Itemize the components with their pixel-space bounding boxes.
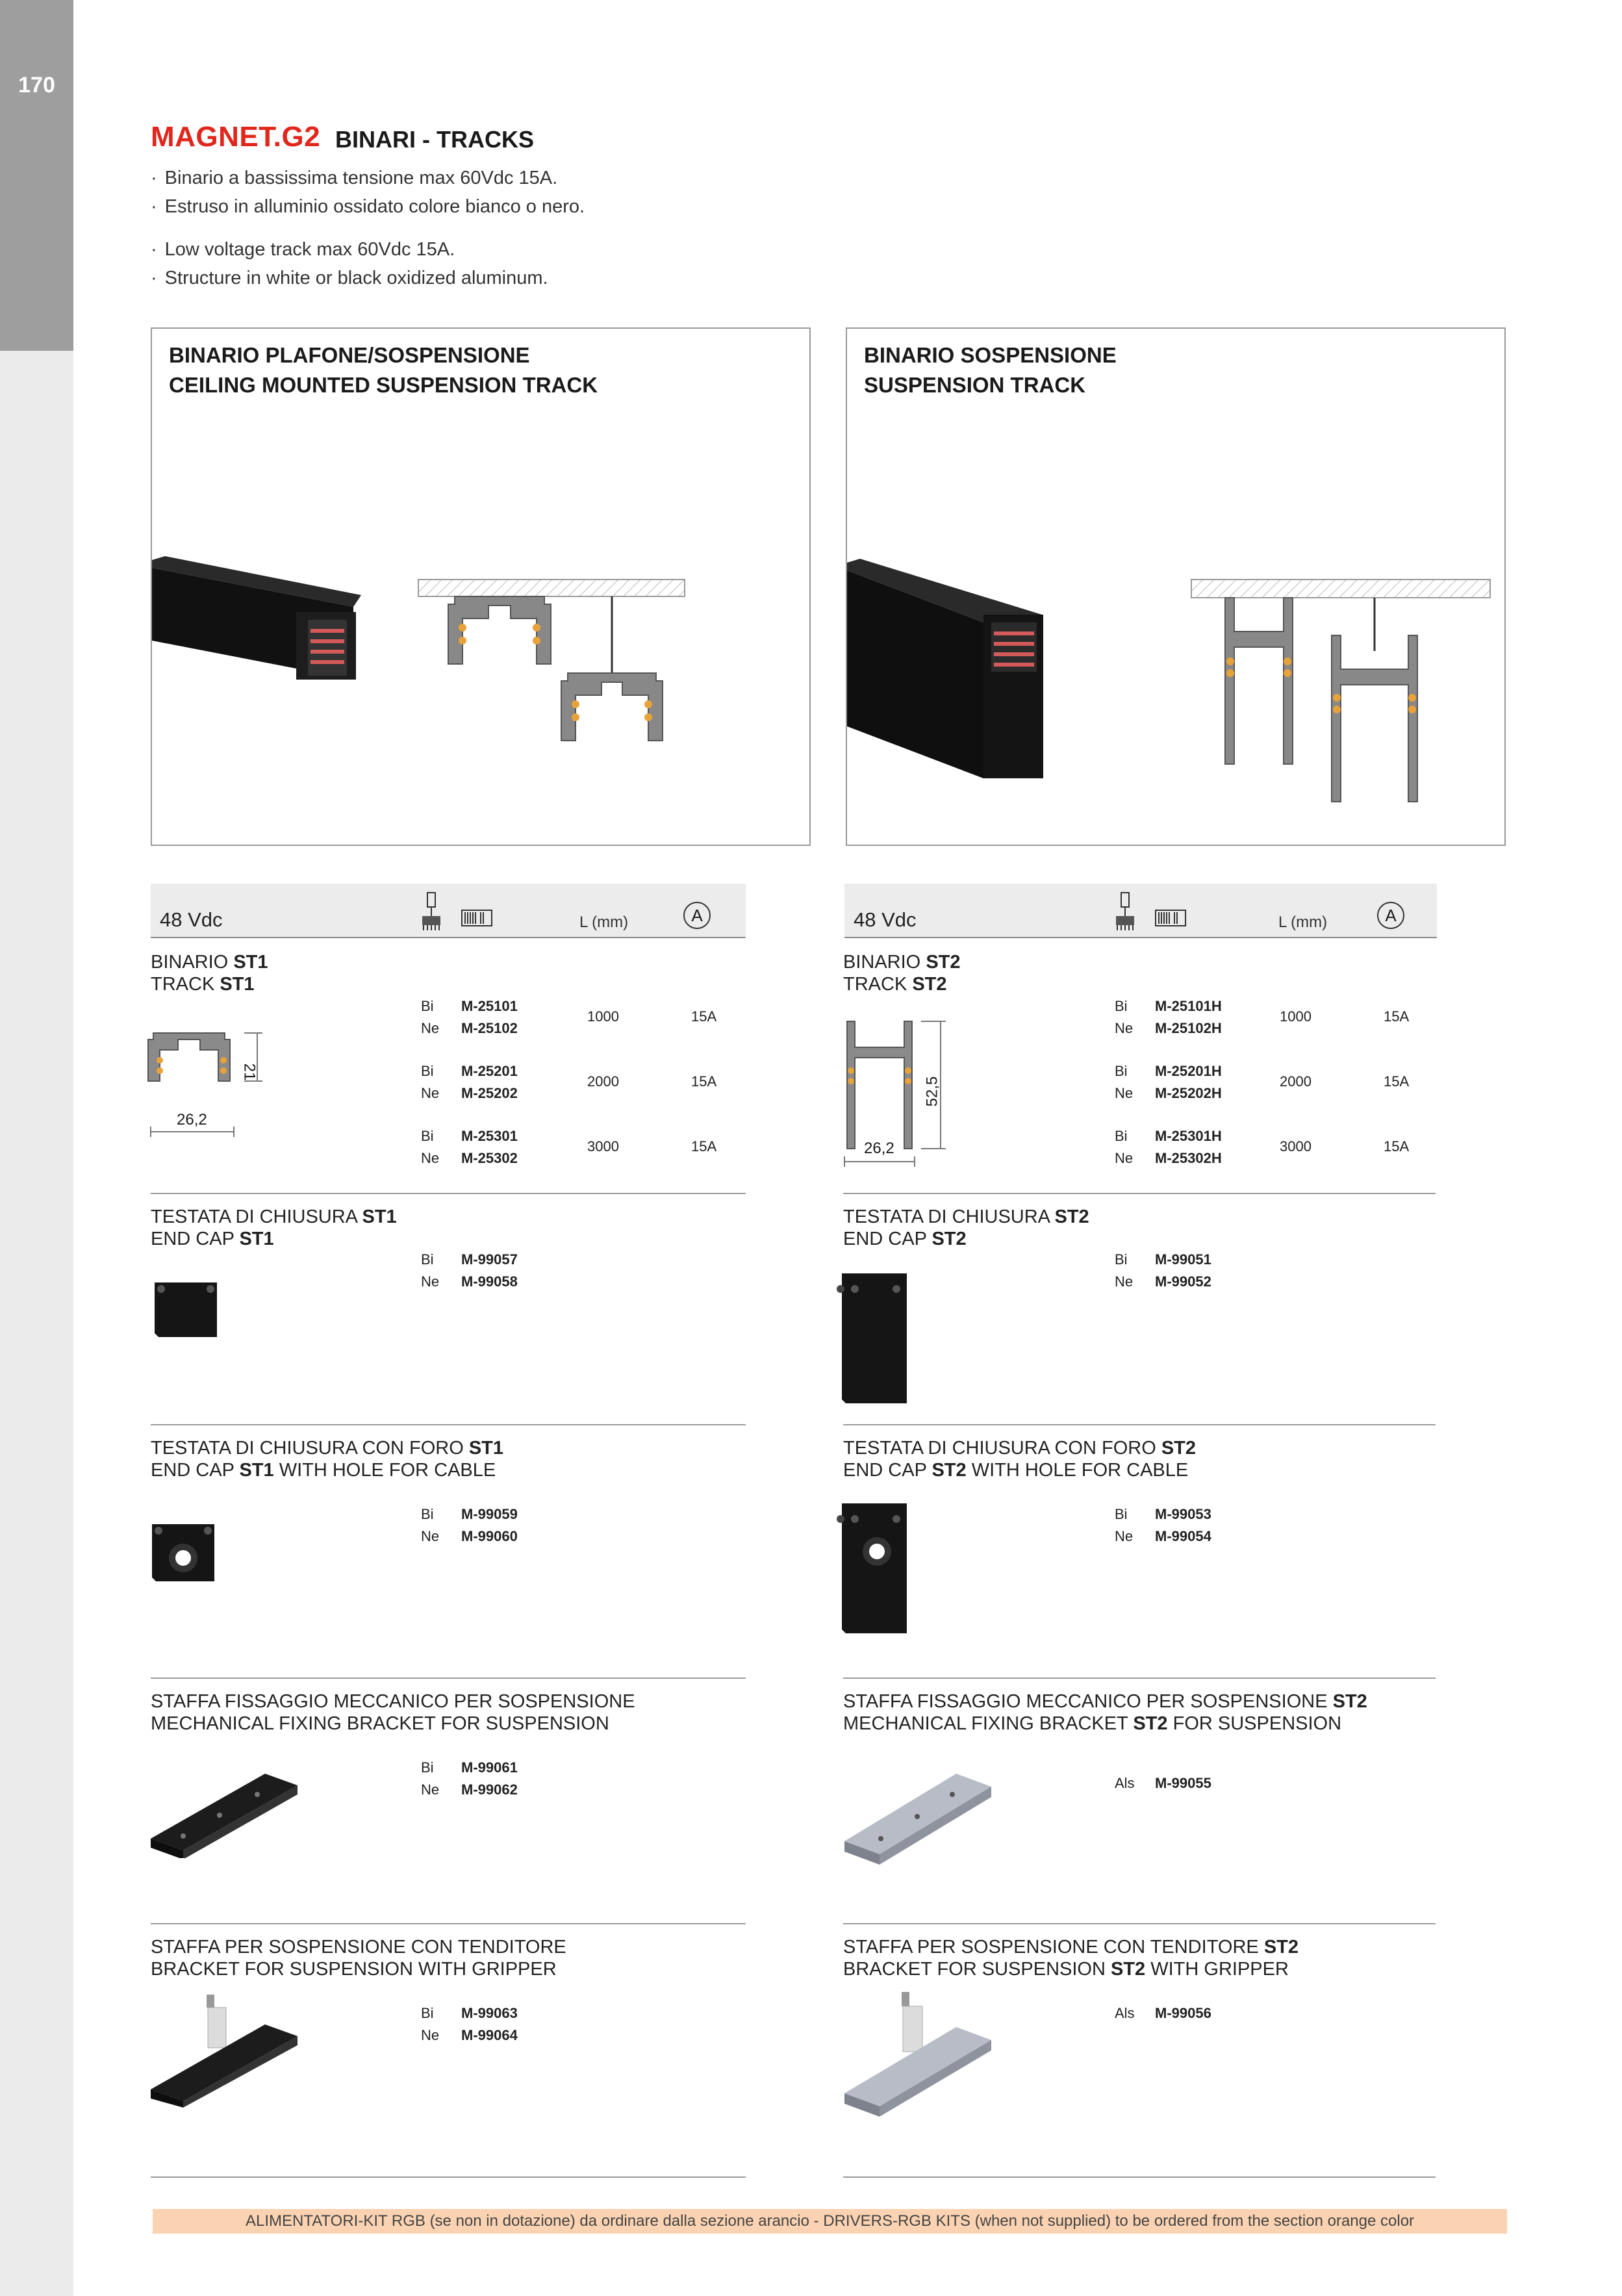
dimension-width: 26,2 [177, 1111, 207, 1129]
product-codes [1115, 1772, 1245, 1794]
endcap-hole-st1-image [149, 1520, 221, 1588]
length-header: L (mm) [579, 913, 629, 931]
suspension-track-illustration [847, 329, 1504, 845]
title-text: TESTATA DI CHIUSURA [151, 1206, 362, 1227]
title-code: ST1 [239, 1229, 274, 1249]
title-code: ST2 [1054, 1206, 1089, 1227]
article-code: M-99059 [461, 1506, 518, 1522]
track-row [421, 1060, 733, 1104]
section-title-bracket-st1 [151, 1690, 635, 1735]
ampere-symbol: A [683, 902, 711, 929]
color-code: Bi [421, 1506, 434, 1522]
divider [151, 2176, 746, 2178]
color-code: Bi [1115, 1506, 1128, 1522]
article-code: M-99061 [461, 1759, 518, 1776]
divider [843, 2176, 1436, 2178]
article-code: M-99060 [461, 1528, 518, 1544]
article-code: M-25102 [461, 1020, 518, 1036]
title-text: WITH GRIPPER [1145, 1959, 1289, 1980]
title-code: ST1 [239, 1460, 274, 1481]
title-text: MECHANICAL FIXING BRACKET [843, 1713, 1134, 1734]
color-code: Als [1115, 1775, 1135, 1791]
color-code: Bi [1115, 998, 1128, 1014]
section-title-track-st2 [843, 951, 961, 995]
box-title-line: BINARIO SOSPENSIONE [864, 343, 1117, 367]
color-code: Ne [421, 1085, 440, 1101]
track-row [421, 1125, 733, 1169]
color-code: Bi [421, 998, 434, 1014]
title-text: END CAP [843, 1460, 932, 1481]
ampere-value: 15A [691, 1073, 717, 1090]
length-value: 3000 [587, 1138, 619, 1154]
divider [843, 1677, 1436, 1679]
article-code: M-25302H [1155, 1150, 1222, 1166]
title-code: ST2 [912, 974, 947, 995]
gripper-st1-image [148, 1992, 304, 2109]
article-code: M-99063 [461, 2005, 518, 2021]
gripper-st2-image [842, 1989, 998, 2119]
track-row [421, 995, 733, 1040]
color-code: Ne [421, 1781, 440, 1798]
bullets-italian [151, 164, 585, 221]
length-header: L (mm) [1278, 913, 1328, 931]
title-text: STAFFA PER SOSPENSIONE CON TENDITORE [843, 1937, 1264, 1958]
section-title-endcap-hole-st2 [843, 1437, 1196, 1481]
title-code: ST2 [1332, 1691, 1367, 1712]
color-code: Bi [1115, 1063, 1128, 1079]
bullet-item: · Estruso in alluminio ossidato colore bianco o nero. [151, 192, 585, 221]
length-value: 1000 [1280, 1008, 1312, 1025]
section-title-endcap-st1 [151, 1206, 397, 1250]
article-code: M-99052 [1155, 1273, 1211, 1290]
page-tab [0, 0, 73, 351]
color-code: Bi [421, 1251, 434, 1268]
product-codes [1115, 2002, 1245, 2024]
product-codes [421, 1503, 551, 1548]
article-code: M-99056 [1155, 2005, 1211, 2021]
article-code: M-25202H [1155, 1085, 1222, 1101]
color-code: Ne [421, 1150, 440, 1166]
ampere-value: 15A [691, 1008, 717, 1025]
title-text: TRACK [151, 974, 220, 995]
title-text: TRACK [843, 974, 913, 995]
title-code: ST1 [468, 1438, 504, 1459]
section-title-gripper-st2 [843, 1936, 1299, 1980]
ampere-value: 15A [1384, 1008, 1410, 1025]
title-code: ST2 [1161, 1438, 1197, 1459]
dimension-height: 52,5 [923, 1076, 941, 1107]
article-code: M-25301H [1155, 1128, 1222, 1144]
color-code: Ne [421, 1528, 440, 1544]
article-code: M-25101 [461, 998, 518, 1014]
title-code: ST2 [931, 1229, 967, 1249]
section-title-gripper-st1 [151, 1936, 566, 1980]
endcap-st2-image [834, 1271, 909, 1407]
color-code: Bi [421, 1759, 434, 1776]
article-code: M-99054 [1155, 1528, 1211, 1544]
box-title-line: CEILING MOUNTED SUSPENSION TRACK [169, 373, 598, 397]
bullets-english [151, 235, 548, 292]
length-value: 2000 [1280, 1073, 1312, 1090]
track-illustration [152, 329, 809, 845]
section-subtitle: BINARI - TRACKS [335, 126, 534, 153]
table-header-left [151, 884, 746, 938]
title-text: TESTATA DI CHIUSURA CON FORO [151, 1438, 469, 1459]
track-profile-icon [1155, 910, 1186, 926]
dimension-width: 26,2 [864, 1140, 894, 1157]
color-code: Ne [1115, 1020, 1134, 1036]
title-text: END CAP [151, 1229, 240, 1249]
color-code: Bi [421, 2005, 434, 2021]
divider [843, 1923, 1436, 1924]
title-text: END CAP [151, 1460, 240, 1481]
divider [151, 1424, 746, 1425]
track-row [1115, 995, 1426, 1040]
ampere-symbol: A [1377, 902, 1404, 929]
track-st2-section-drawing [842, 1017, 972, 1167]
title-text: BRACKET FOR SUSPENSION WITH GRIPPER [151, 1959, 557, 1980]
divider [151, 1193, 746, 1194]
section-title-bracket-st2 [843, 1690, 1367, 1735]
overview-box-ceiling [151, 327, 811, 846]
article-code: M-99055 [1155, 1775, 1211, 1791]
article-code: M-99053 [1155, 1506, 1211, 1522]
lamp-icon [1112, 890, 1138, 932]
title-code: ST1 [362, 1206, 397, 1227]
color-code: Ne [1115, 1273, 1134, 1290]
article-code: M-25301 [461, 1128, 518, 1144]
bullet-item: · Binario a bassissima tensione max 60Vdc 15A. [151, 164, 585, 192]
article-code: M-25201H [1155, 1063, 1222, 1079]
title-code: ST1 [220, 974, 255, 995]
article-code: M-99058 [461, 1273, 518, 1290]
color-code: Ne [421, 1273, 440, 1290]
color-code: Als [1115, 2005, 1135, 2021]
length-value: 1000 [587, 1008, 619, 1025]
voltage-label: 48 Vdc [160, 908, 223, 931]
length-value: 3000 [1280, 1138, 1312, 1154]
color-code: Bi [421, 1128, 434, 1144]
color-code: Bi [1115, 1251, 1128, 1268]
article-code: M-25202 [461, 1085, 518, 1101]
color-code: Ne [1115, 1528, 1134, 1544]
title-text: STAFFA FISSAGGIO MECCANICO PER SOSPENSIONE [151, 1691, 635, 1712]
length-value: 2000 [587, 1073, 619, 1090]
footer-note: ALIMENTATORI-KIT RGB (se non in dotazione) da ordinare dalla sezione arancio - DRIVERS-RGB KITS (when not supplied) to be ordered from the section orange color [153, 2209, 1507, 2234]
article-code: M-99057 [461, 1251, 518, 1268]
article-code: M-25201 [461, 1063, 518, 1079]
title-text: FOR SUSPENSION [1167, 1713, 1342, 1734]
title-code: ST2 [931, 1460, 967, 1481]
product-codes [421, 2002, 551, 2047]
section-title-endcap-st2 [843, 1206, 1089, 1250]
bracket-st1-image [148, 1767, 304, 1858]
divider [151, 1923, 746, 1924]
color-code: Ne [421, 2027, 440, 2043]
section-title-track-st1 [151, 951, 268, 995]
bullet-item: · Low voltage track max 60Vdc 15A. [151, 235, 548, 264]
track-row [1115, 1125, 1426, 1169]
article-code: M-25102H [1155, 1020, 1222, 1036]
title-text: STAFFA PER SOSPENSIONE CON TENDITORE [151, 1937, 566, 1958]
color-code: Ne [1115, 1150, 1134, 1166]
color-code: Ne [1115, 1085, 1134, 1101]
voltage-label: 48 Vdc [854, 908, 917, 931]
color-code: Bi [1115, 1128, 1128, 1144]
article-code: M-99064 [461, 2027, 518, 2043]
title-text: TESTATA DI CHIUSURA [843, 1206, 1055, 1227]
endcap-hole-st2-image [834, 1501, 909, 1637]
dimension-height: 21 [240, 1063, 259, 1081]
track-st1-section-drawing [147, 1027, 277, 1137]
track-row [1115, 1060, 1426, 1104]
title-code: ST2 [1133, 1713, 1168, 1734]
ampere-value: 15A [691, 1138, 717, 1154]
color-code: Ne [421, 1020, 440, 1036]
title-code: ST1 [233, 952, 268, 973]
title-text: TESTATA DI CHIUSURA CON FORO [843, 1438, 1161, 1459]
page-number: 170 [18, 73, 55, 97]
divider [843, 1193, 1436, 1194]
title-text: BINARIO [151, 952, 234, 973]
title-text: WITH HOLE FOR CABLE [273, 1460, 496, 1481]
article-code: M-25302 [461, 1150, 518, 1166]
product-codes [1115, 1503, 1245, 1548]
article-code: M-99051 [1155, 1251, 1211, 1268]
box-title-line: BINARIO PLAFONE/SOSPENSIONE [169, 343, 530, 367]
title-text: WITH HOLE FOR CABLE [966, 1460, 1189, 1481]
box-title-line: SUSPENSION TRACK [864, 373, 1086, 397]
brand-title: MAGNET.G2 [151, 121, 321, 153]
article-code: M-99062 [461, 1781, 518, 1798]
title-code: ST2 [926, 952, 961, 973]
product-codes [421, 1757, 551, 1801]
title-text: MECHANICAL FIXING BRACKET FOR SUSPENSION [151, 1713, 609, 1734]
product-codes [421, 1249, 551, 1293]
title-code: ST2 [1263, 1937, 1299, 1958]
ampere-value: 15A [1384, 1073, 1410, 1090]
bracket-st2-image [842, 1766, 998, 1870]
bullet-item: · Structure in white or black oxidized aluminum. [151, 264, 548, 292]
title-text: BINARIO [843, 952, 926, 973]
color-code: Bi [421, 1063, 434, 1079]
ampere-value: 15A [1384, 1138, 1410, 1154]
divider [843, 1424, 1436, 1425]
endcap-st1-image [152, 1279, 223, 1344]
article-code: M-25101H [1155, 998, 1222, 1014]
track-profile-icon [461, 910, 492, 926]
title-text: END CAP [843, 1229, 932, 1249]
lamp-icon [418, 890, 444, 932]
table-header-right [844, 884, 1437, 938]
title-code: ST2 [1111, 1959, 1146, 1980]
section-title-endcap-hole-st1 [151, 1437, 503, 1481]
overview-box-suspension [846, 327, 1506, 846]
product-codes [1115, 1249, 1245, 1293]
title-text: STAFFA FISSAGGIO MECCANICO PER SOSPENSIONE [843, 1691, 1333, 1712]
divider [151, 1677, 746, 1679]
title-text: BRACKET FOR SUSPENSION [843, 1959, 1111, 1980]
